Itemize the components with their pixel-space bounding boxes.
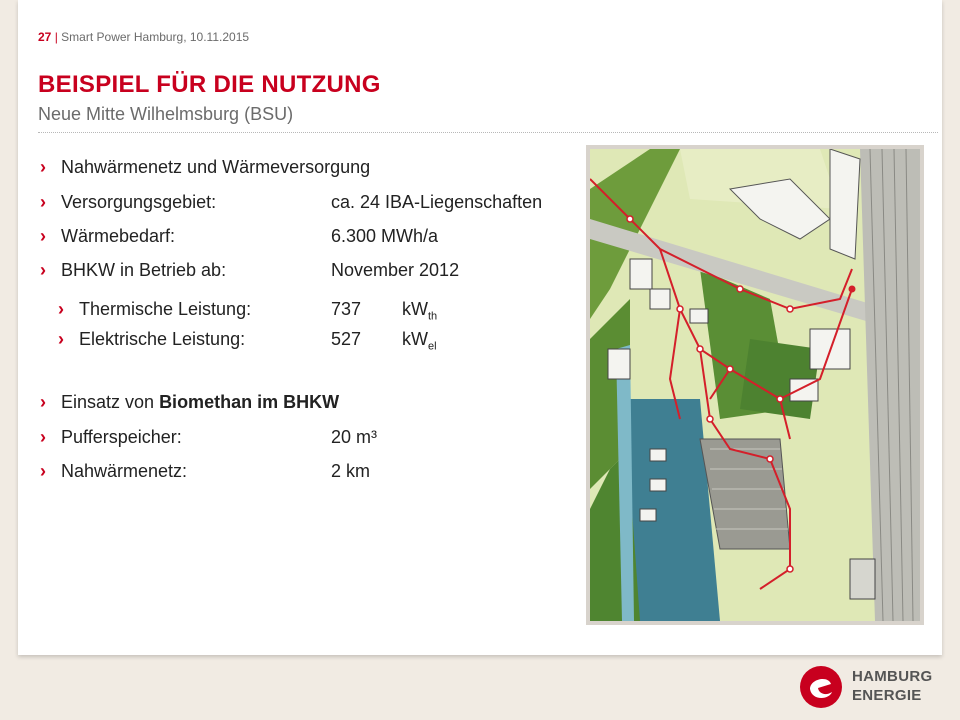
logo-line1: HAMBURG <box>852 668 933 685</box>
sub-bullet-unit: $kW_{el}$ <box>402 329 437 353</box>
sub-bullet-label: Thermische Leistung: <box>79 299 252 319</box>
chevron-icon: › <box>40 157 46 177</box>
bullet-label: Pufferspeicher: <box>61 427 182 447</box>
site-plan-map <box>586 145 924 625</box>
header-separator: | <box>54 30 58 44</box>
bullet-label: Einsatz von Biomethan im BHKW <box>61 392 340 412</box>
bullet-value: 20 m³ <box>331 427 378 447</box>
bullet-label: BHKW in Betrieb ab: <box>61 260 227 280</box>
slide-header <box>38 30 249 44</box>
chevron-icon: › <box>58 329 64 349</box>
slide-subtitle: Neue Mitte Wilhelmsburg (BSU) <box>38 104 294 124</box>
chevron-icon: › <box>40 461 46 481</box>
sub-bullet-unit: $kW_{th}$ <box>402 299 438 323</box>
chevron-icon: › <box>40 226 46 246</box>
bullet-label: Nahwärmenetz: <box>61 461 188 481</box>
chevron-icon: › <box>40 192 46 212</box>
bullet-value: 2 km <box>331 461 371 481</box>
sub-bullet-value: 737 <box>331 299 362 319</box>
logo-mark-icon <box>798 664 844 710</box>
chevron-icon: › <box>40 392 46 412</box>
bullet-value: 6.300 MWh/a <box>331 226 439 246</box>
bullet-label: Versorgungsgebiet: <box>61 192 217 212</box>
bullet-label: Nahwärmenetz und Wärmeversorgung <box>61 157 371 177</box>
page-number: 27 <box>38 30 52 44</box>
sub-bullet-value: 527 <box>331 329 362 349</box>
hamburg-energie-logo <box>798 662 948 712</box>
sub-bullet-label: Elektrische Leistung: <box>79 329 246 349</box>
chevron-icon: › <box>58 299 64 319</box>
chevron-icon: › <box>40 260 46 280</box>
header-meta: Smart Power Hamburg, 10.11.2015 <box>61 30 250 44</box>
bullet-value: November 2012 <box>331 260 460 280</box>
title-divider <box>38 132 938 133</box>
slide <box>18 0 942 655</box>
bullet-value: ca. 24 IBA-Liegenschaften <box>331 192 543 212</box>
chevron-icon: › <box>40 427 46 447</box>
logo-line2: ENERGIE <box>852 687 922 704</box>
slide-title: BEISPIEL FÜR DIE NUTZUNG <box>38 71 381 98</box>
bullet-label: Wärmebedarf: <box>61 226 176 246</box>
